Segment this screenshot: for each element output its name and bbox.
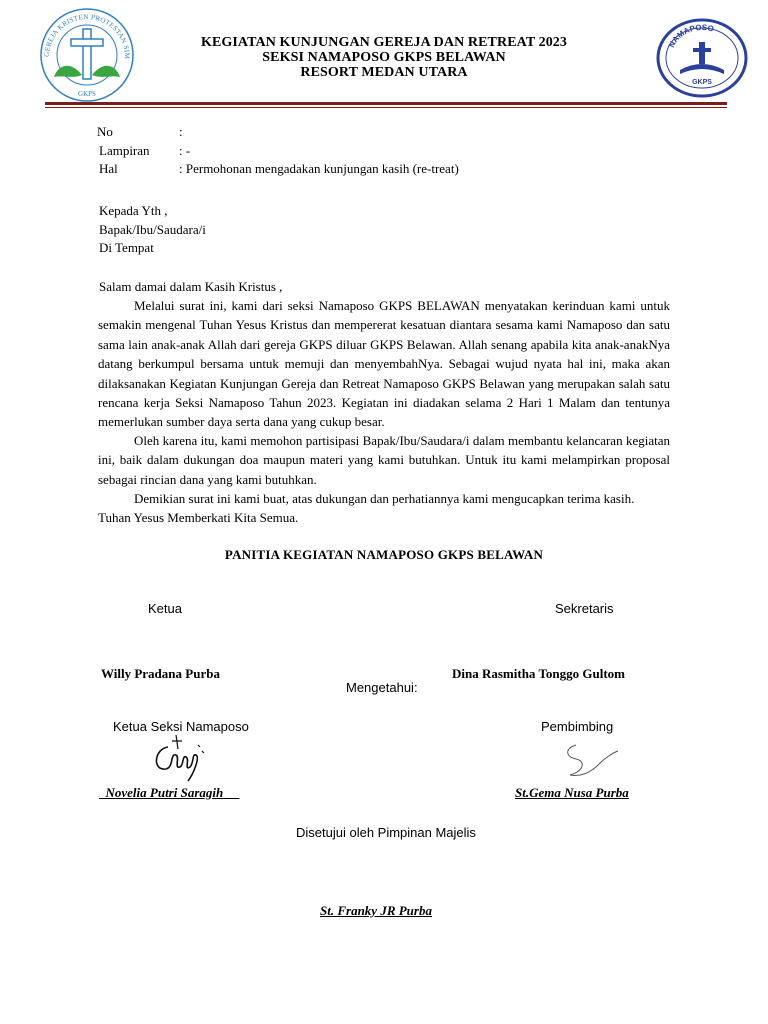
header-rule-thick bbox=[45, 102, 727, 105]
signature-ketua-seksi bbox=[148, 733, 220, 785]
ketua-seksi-title: Ketua Seksi Namaposo bbox=[113, 719, 249, 734]
ketua-title: Ketua bbox=[148, 601, 182, 616]
disetujui-label: Disetujui oleh Pimpinan Majelis bbox=[296, 825, 476, 840]
header-title-line2: SEKSI NAMAPOSO GKPS BELAWAN bbox=[262, 50, 506, 65]
pembimbing-title: Pembimbing bbox=[541, 719, 614, 734]
greeting: Salam damai dalam Kasih Kristus , bbox=[99, 279, 283, 294]
namaposo-logo-text: NAMAPOSO bbox=[666, 22, 715, 50]
hal-label: Hal bbox=[99, 161, 118, 176]
body-paragraph-2: Oleh karena itu, kami memohon partisipasi Bapak/Ibu/Saudara/i dalam membantu kelancaran kegiatan ini, baik dalam dukungan doa maupun materi yang kami butuhkan. Untuk itu kami melampirkan proposal sebagai rincian dana yang kami butuhkan. bbox=[98, 433, 670, 487]
majelis-name: St. Franky JR Purba bbox=[320, 903, 432, 918]
header-title-line1: KEGIATAN KUNJUNGAN GEREJA DAN RETREAT 2023 bbox=[200, 35, 568, 50]
sekretaris-name: Dina Rasmitha Tonggo Gultom bbox=[452, 666, 626, 681]
logo-bottom-text: GKPS bbox=[78, 90, 96, 98]
address-line2: Bapak/Ibu/Saudara/i bbox=[99, 222, 206, 237]
signature-pembimbing bbox=[560, 735, 620, 783]
ketua-name: Willy Pradana Purba bbox=[101, 666, 220, 681]
committee-title: PANITIA KEGIATAN NAMAPOSO GKPS BELAWAN bbox=[224, 547, 544, 562]
body-paragraph-1: Melalui surat ini, kami dari seksi Namaposo GKPS BELAWAN menyatakan kerinduan kami untuk semakin mengenal Tuhan Yesus Kristus dan mempererat kesatuan diantara sesama kami Namaposo dan satu sama lain anak-anak Allah dari gereja GKPS diluar GKPS Belawan. Allah senang apabila kita anak-anakNya datang berkumpul bersama untuk memuji dan menyembahNya. Sebagai wujud nyata hal ini, maka akan dilaksanakan Kegiatan Kunjungan Gereja dan Retreat Namaposo GKPS Belawan yang merupakan salah satu rencana kerja Seksi Namaposo Tahun 2023. Kegiatan ini diadakan selama 2 Hari 1 Malam dan tentunya memerlukan sumber daya serta dana yang cukup besar. bbox=[98, 298, 670, 430]
logo-ring-text: GEREJA KRISTEN PROTESTAN SIM bbox=[42, 12, 132, 60]
namaposo-logo bbox=[656, 18, 748, 98]
sekretaris-title: Sekretaris bbox=[555, 601, 614, 616]
body-paragraph-3: Demikian surat ini kami buat, atas dukungan dan perhatiannya kami mengucapkan terima kasih. bbox=[134, 491, 635, 506]
namaposo-logo-bottom: GKPS bbox=[692, 79, 712, 86]
no-label: No bbox=[97, 124, 113, 139]
header-rule-thin bbox=[45, 107, 727, 108]
address-line1: Kepada Yth , bbox=[99, 203, 168, 218]
mengetahui-label: Mengetahui: bbox=[346, 680, 418, 695]
address-line3: Di Tempat bbox=[99, 240, 154, 255]
ketua-seksi-name: Novelia Putri Saragih bbox=[105, 785, 224, 800]
no-value: : bbox=[179, 124, 183, 139]
header-title-line3: RESORT MEDAN UTARA bbox=[300, 65, 468, 80]
hal-value: : Permohonan mengadakan kunjungan kasih (re-treat) bbox=[179, 161, 459, 176]
closing-line: Tuhan Yesus Memberkati Kita Semua. bbox=[98, 510, 299, 525]
pembimbing-name: St.Gema Nusa Purba bbox=[515, 785, 629, 800]
lampiran-value: : - bbox=[179, 143, 191, 158]
lampiran-label: Lampiran bbox=[99, 143, 150, 158]
